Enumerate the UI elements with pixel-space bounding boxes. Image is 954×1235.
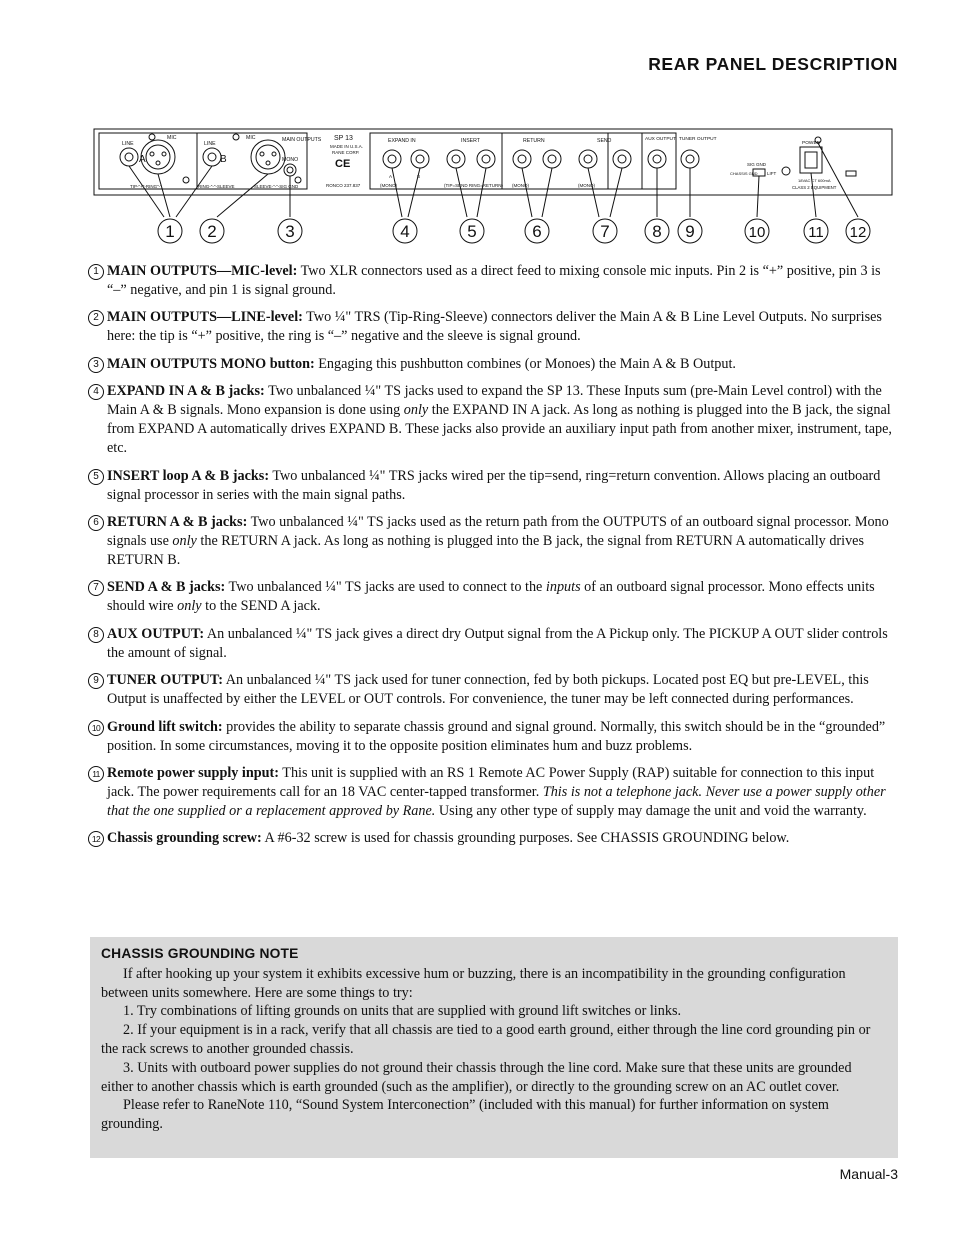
- item-title: SEND A & B jacks:: [107, 579, 226, 596]
- label-class: CLASS 2 EQUIPMENT: [792, 185, 837, 190]
- list-item: [89, 764, 901, 821]
- item-emphasis: only: [177, 598, 202, 615]
- item-title: MAIN OUTPUTS—MIC-level:: [107, 263, 298, 279]
- callout-4: 4: [400, 222, 410, 241]
- rear-panel-diagram: [92, 127, 894, 249]
- list-item: [89, 578, 901, 616]
- label-power-spec: 18VAC CT 600mA: [798, 178, 831, 183]
- label-chassis-gnd: CHASSIS GND: [730, 171, 758, 176]
- callout-6: 6: [532, 222, 542, 241]
- note-paragraph: Please refer to RaneNote 110, “Sound System Interconection” (included with this manual) for further information on system grounding.: [101, 1097, 829, 1133]
- label-expand-in: EXPAND IN: [388, 138, 416, 144]
- callout-8: 8: [652, 222, 662, 241]
- label-model: SP 13: [334, 135, 353, 142]
- label-send: SEND: [597, 138, 612, 144]
- note-paragraph: 3. Units with outboard power supplies do not ground their chassis through the line cord. Make sure that these units are grounded either to another chassis which is earth grounded (such as the amplifier), or directly to the grounding screw on an AC outlet cover.: [101, 1059, 852, 1095]
- item-title: MAIN OUTPUTS MONO button:: [107, 355, 315, 372]
- item-text: An unbalanced ¼" TS jack used for tuner connection, fed by both pickups. Located post EQ but pre-LEVEL, this Output is unaffected by either the LEVEL or OUT controls. For convenience, the tuner may be left connected during performances.: [107, 672, 869, 708]
- callout-2: 2: [207, 222, 217, 241]
- item-number: 11: [88, 766, 104, 782]
- item-title: Remote power supply input:: [107, 764, 279, 781]
- label-jack-b: B: [417, 174, 421, 179]
- item-text: Two ¼" TRS (Tip-Ring-Sleeve) connectors deliver the Main A & B Line Level Outputs. No surprises here: the tip is “+” positive, the ring is “–” negative and the sleeve is signal ground.: [107, 309, 882, 345]
- item-emphasis: only: [172, 532, 197, 549]
- label-ce: CE: [335, 158, 351, 170]
- item-number: 3: [88, 357, 104, 373]
- label-line-a: LINE: [122, 141, 134, 147]
- item-number: 6: [88, 515, 104, 531]
- description-list: [89, 262, 901, 857]
- item-emphasis: This is not a telephone jack. Never use a power supply other that the one supplied or a replacement approved by Rane.: [107, 783, 886, 819]
- item-title: Chassis grounding screw:: [107, 830, 262, 847]
- note-paragraph: 1. Try combinations of lifting grounds on units that are supplied with ground lift switches or links.: [123, 1003, 682, 1020]
- note-title: CHASSIS GROUNDING NOTE: [101, 946, 299, 961]
- item-text: the RETURN A jack. As long as nothing is plugged into the B jack, the signal from RETURN A automatically drives RETURN B.: [107, 532, 864, 568]
- item-title: MAIN OUTPUTS—LINE-level:: [107, 309, 303, 326]
- label-send-sub: (MONO): [578, 183, 595, 188]
- label-insert-sub: (TIP=SEND RING=RETURN): [444, 183, 504, 188]
- label-made-in: MADE IN U.S.A.: [330, 144, 364, 149]
- item-text: Two unbalanced ¼" TS jacks used as the return path from the OUTPUTS of an outboard signal processor. Mono signals use: [107, 513, 889, 549]
- item-number: 2: [88, 310, 104, 326]
- item-title: Ground lift switch:: [107, 718, 223, 735]
- note-paragraph: 2. If your equipment is in a rack, verify that all chassis are tied to a good earth ground, either through the line cord grounding pin or the rack screws to another grounded chassis.: [101, 1022, 871, 1057]
- page-number: Manual-3: [839, 1166, 898, 1182]
- list-item: [89, 308, 901, 346]
- page-title: REAR PANEL DESCRIPTION: [648, 54, 898, 74]
- item-text: provides the ability to separate chassis ground and signal ground. Normally, this switch should be in the “grounded” position. In some circumstances, moving it to the opposite position eliminates hum and buzz problems.: [107, 718, 886, 754]
- item-text: Using any other type of supply may damage the unit and void the warranty.: [435, 802, 867, 819]
- callout-1: 1: [165, 222, 175, 241]
- item-title: RETURN A & B jacks:: [107, 513, 248, 530]
- item-title: EXPAND IN A & B jacks:: [107, 383, 265, 400]
- list-item: [89, 355, 901, 374]
- label-insert: INSERT: [461, 138, 480, 144]
- label-return: RETURN: [523, 138, 545, 144]
- label-return-sub: (MONO): [512, 183, 529, 188]
- chassis-grounding-note: [90, 937, 898, 1158]
- label-wiring-tip: TIP-"+"-RING"-": [130, 184, 162, 189]
- item-text: to the SEND A jack.: [201, 598, 321, 615]
- item-text: This unit is supplied with an RS 1 Remote AC Power Supply (RAP) suitable for connection to this input jack. The power requirements call for an 18 VAC center-tapped transformer.: [107, 764, 875, 800]
- item-title: AUX OUTPUT:: [107, 625, 205, 642]
- item-emphasis: inputs: [545, 579, 581, 596]
- label-sig-gnd: SIG GND: [747, 162, 767, 167]
- label-letter-a: A: [139, 154, 146, 165]
- item-emphasis: only: [403, 402, 429, 419]
- list-item: [89, 262, 901, 300]
- item-text: Two unbalanced ¼" TS jacks used to expand the SP 13. These Inputs sum (pre-Main Level control) with the Main A & B signals. Mono expansion is done using: [107, 383, 882, 419]
- item-text: Two unbalanced ¼" TRS jacks wired per the tip=send, ring=return convention. Allows placing an outboard signal processor in series with the main signal paths.: [107, 467, 881, 503]
- item-title: TUNER OUTPUT:: [107, 672, 223, 689]
- label-serial: RONCO 237.837: [326, 183, 361, 188]
- label-lift: LIFT: [767, 171, 777, 176]
- item-text: Two unbalanced ¼" TS jacks are used to connect to the: [225, 579, 546, 596]
- item-number: 10: [88, 720, 104, 736]
- item-text: of an outboard signal processor. Mono effects units should wire: [107, 579, 875, 615]
- item-number: 7: [88, 580, 104, 596]
- list-item: [89, 718, 901, 756]
- label-aux-output: AUX OUTPUT: [645, 137, 676, 142]
- item-text: A #6-32 screw is used for chassis grounding purposes. See CHASSIS GROUNDING below.: [261, 830, 790, 847]
- list-item: [89, 829, 901, 848]
- item-number: 5: [88, 469, 104, 485]
- label-expand-sub: (MONO): [380, 183, 397, 188]
- item-text: Engaging this pushbutton combines (or Monoes) the Main A & B Output.: [314, 355, 736, 372]
- item-text: Two XLR connectors used as a direct feed to mixing console mic inputs. Pin 2 is “+” positive, pin 3 is “–” negative, and pin 1 is signal ground.: [107, 263, 881, 298]
- label-line-b: LINE: [204, 141, 216, 147]
- list-item: [89, 513, 901, 570]
- item-number: 8: [88, 627, 104, 643]
- callout-9: 9: [685, 222, 695, 241]
- label-power: POWER: [802, 141, 821, 146]
- callout-12: 12: [849, 224, 867, 241]
- item-text: An unbalanced ¼" TS jack gives a direct dry Output signal from the A Pickup only. The PICKUP A OUT slider controls the amount of signal.: [107, 625, 888, 661]
- label-jack-a: A: [389, 174, 393, 179]
- note-paragraph: If after hooking up your system it exhibits excessive hum or buzzing, there is an incompatibility in the grounding configuration between units somewhere. Here are some things to try:: [101, 965, 846, 1001]
- item-text: the EXPAND IN A jack. As long as nothing is plugged into the B jack, the signal from EXPAND A automatically drives EXPAND B. These jacks also provide an auxiliary input path from another mixer, instrument, tape, etc.: [107, 402, 892, 457]
- item-title: INSERT loop A & B jacks:: [107, 467, 270, 484]
- callout-11: 11: [808, 224, 824, 241]
- callout-5: 5: [467, 222, 477, 241]
- label-maker: RANE CORP.: [332, 150, 360, 155]
- label-main-outputs: MAIN OUTPUTS: [282, 137, 322, 143]
- label-tuner-output: TUNER OUTPUT: [679, 137, 717, 142]
- item-number: 12: [88, 831, 104, 847]
- item-number: 4: [88, 384, 104, 400]
- list-item: [89, 625, 901, 663]
- label-wiring-sleeve: SLEEVE-"-"-SIG GND: [254, 184, 299, 189]
- item-number: 9: [88, 673, 104, 689]
- label-letter-b: B: [220, 154, 227, 165]
- callout-3: 3: [285, 222, 295, 241]
- callout-7: 7: [600, 222, 610, 241]
- callout-10: 10: [748, 224, 766, 241]
- list-item: [89, 467, 901, 505]
- list-item: [89, 671, 901, 709]
- label-mono: MONO: [282, 157, 299, 163]
- list-item: [89, 382, 901, 458]
- label-mic-b: MIC: [246, 135, 256, 141]
- label-wiring-ring: RING-"-"-SLEEVE: [198, 184, 235, 189]
- label-mic-a: MIC: [167, 135, 177, 141]
- item-number: 1: [88, 264, 104, 280]
